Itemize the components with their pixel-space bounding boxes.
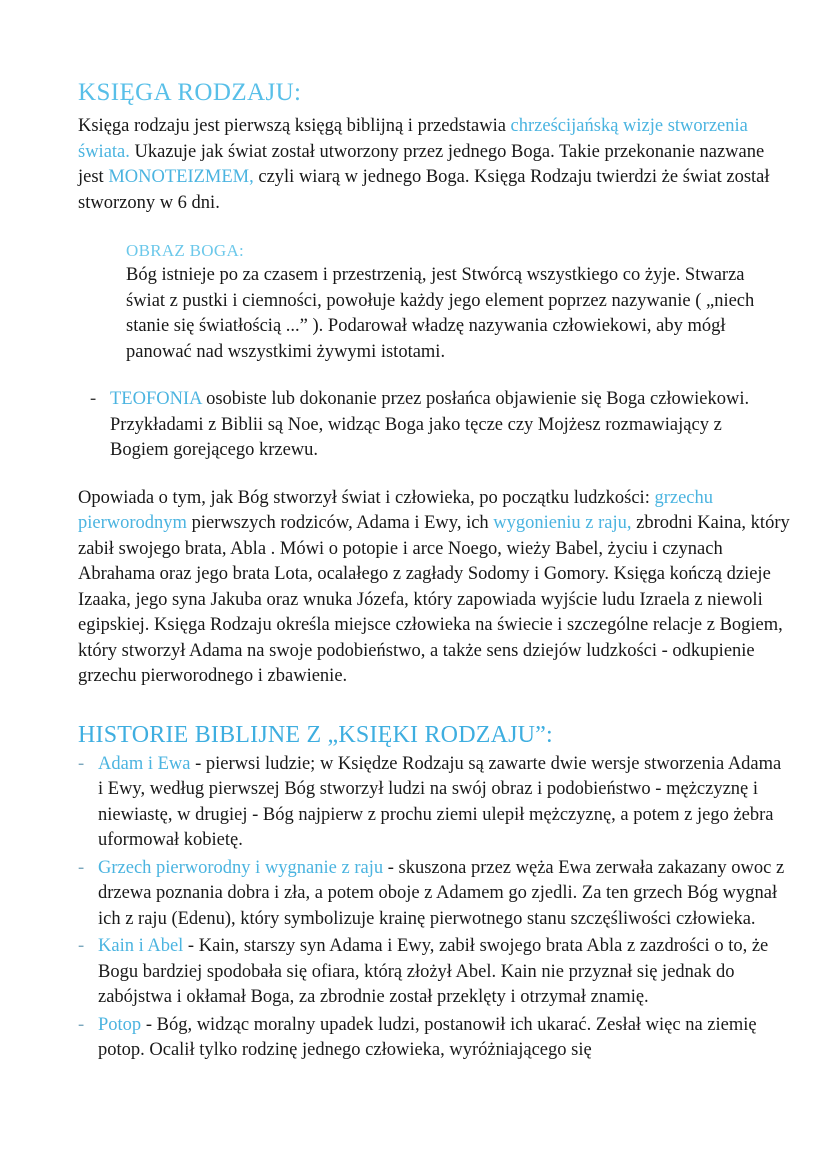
- overview-paragraph-block: [78, 486, 790, 690]
- intro-highlight-christian-vision: chrześcijańską wizje stworzenia świata.: [78, 116, 748, 162]
- overview-text-part-2: pierwszych rodziców, Adama i Ewy, ich: [186, 513, 494, 534]
- obraz-boga-paragraph: Bóg istnieje po za czasem i przestrzenią, jest Stwórcą wszystkiego co żyje. Stwarza świat z pustki i ciemności, powołuje każdy jego element poprzez nazywanie ( „niech stanie się światłością ...” ). Podarował władzę nazywania człowiekowi, aby mógł panować nad wszystkimi żywymi istotami.: [126, 265, 755, 362]
- dash-bullet-icon: -: [78, 753, 85, 774]
- biblical-stories-heading: HISTORIE BIBLIJNE Z „KSIĘKI RODZAJU”:: [78, 721, 553, 748]
- dash-bullet-icon: -: [78, 857, 85, 878]
- obraz-boga-heading: OBRAZ BOGA:: [126, 241, 245, 260]
- intro-paragraph: [78, 114, 778, 216]
- overview-paragraph: [78, 486, 790, 690]
- story-term-adam-i-ewa: Adam i Ewa: [98, 753, 191, 774]
- story-description: - Bóg, widząc moralny upadek ludzi, postanowił ich ukarać. Zesłał więc na ziemię potop. Ocalił tylko rodzinę jednego człowieka, wyróżniającego się: [98, 1014, 757, 1061]
- dash-bullet-icon: -: [90, 389, 97, 410]
- intro-text-part-2: Ukazuje jak świat został utworzony przez jednego Boga. Takie przekonanie nazwane jest: [78, 141, 765, 187]
- story-text: [98, 1013, 790, 1064]
- teofonia-text: [110, 387, 780, 464]
- overview-text-part-1: Opowiada o tym, jak Bóg stworzył świat i człowieka, po początku ludzkości:: [78, 487, 655, 508]
- story-description: - skuszona przez węża Ewa zerwała zakazany owoc z drzewa poznania dobra i zła, a potem oboje z Adamem go zjedli. Za ten grzech Bóg wygnał ich z raju (Edenu), który symbolizuje krainę pierwotnego stanu szczęśliwości człowieka.: [98, 857, 785, 929]
- story-text: [98, 934, 790, 1011]
- biblical-stories-section: [78, 720, 790, 1064]
- teofonia-term: TEOFONIA: [110, 389, 202, 410]
- story-term-potop: Potop: [98, 1014, 142, 1035]
- story-term-grzech-pierworodny: Grzech pierworodny i wygnanie z raju: [98, 857, 384, 878]
- list-item: [90, 387, 780, 464]
- story-term-kain-i-abel: Kain i Abel: [98, 936, 184, 957]
- dash-bullet-icon: -: [78, 936, 85, 957]
- teofonia-definition: osobiste lub dokonanie przez posłańca objawienie się Boga człowiekowi. Przykładami z Biblii są Noe, widząc Boga jako tęcze czy Mojżesz rozmawiający z Bogiem gorejącego krzewu.: [110, 389, 750, 461]
- list-item: [78, 1013, 790, 1064]
- page-title: KSIĘGA RODZAJU:: [78, 79, 302, 106]
- list-item: [78, 752, 790, 854]
- story-description: - Kain, starszy syn Adama i Ewy, zabił swojego brata Abla z zazdrości o to, że Bogu bardziej spodobała się ofiara, którą złożył Abel. Kain nie przyznał się jednak do zabójstwa i okłamał Boga, za zbrodnie został przeklęty i otrzymał znamię.: [98, 936, 769, 1008]
- story-description: - pierwsi ludzie; w Księdze Rodzaju są zawarte dwie wersje stworzenia Adama i Ewy, według pierwszej Bóg stworzył ludzi na swój obraz i podobieństwo - mężczyznę i niewiastę, w drugiej - Bóg najpierw z prochu ziemi ulepił mężczyznę, a potem z jego żebra uformował kobietę.: [98, 753, 782, 851]
- list-item: [78, 856, 790, 933]
- teofonia-block: [90, 387, 780, 464]
- intro-text-part-1: Księga rodzaju jest pierwszą księgą biblijną i przedstawia: [78, 116, 511, 136]
- story-text: [98, 752, 790, 854]
- dash-bullet-icon: -: [78, 1014, 85, 1035]
- intro-highlight-monoteizmem: MONOTEIZMEM,: [108, 167, 254, 187]
- overview-highlight-original-sin: grzechu pierworodnym: [78, 487, 714, 534]
- intro-text-part-3: czyli wiarą w jednego Boga. Księga Rodzaju twierdzi że świat został stworzony w 6 dni.: [78, 167, 770, 213]
- list-item: [78, 934, 790, 1011]
- obraz-boga-block: [126, 240, 778, 365]
- intro-paragraph-block: [78, 114, 778, 216]
- overview-highlight-expulsion: wygonieniu z raju,: [493, 513, 632, 534]
- story-text: [98, 856, 790, 933]
- overview-text-part-3: zbrodni Kaina, który zabił swojego brata, Abla . Mówi o potopie i arce Noego, wieży Babel, życiu i czynach Abrahama oraz jego brata Lota, ocalałego z zagłady Sodomy i Gomory. Księga kończą dzieje Izaaka, jego syna Jakuba oraz wnuka Józefa, który zapowiada wyjście ludu Izraela z niewoli egipskiej. Księga Rodzaju określa miejsce człowieka na świecie i szczególne relacje z Bogiem, który stworzył Adama na swoje podobieństwo, a także sens dziejów ludzkości - odkupienie grzechu pierworodnego i zbawienie.: [78, 513, 790, 687]
